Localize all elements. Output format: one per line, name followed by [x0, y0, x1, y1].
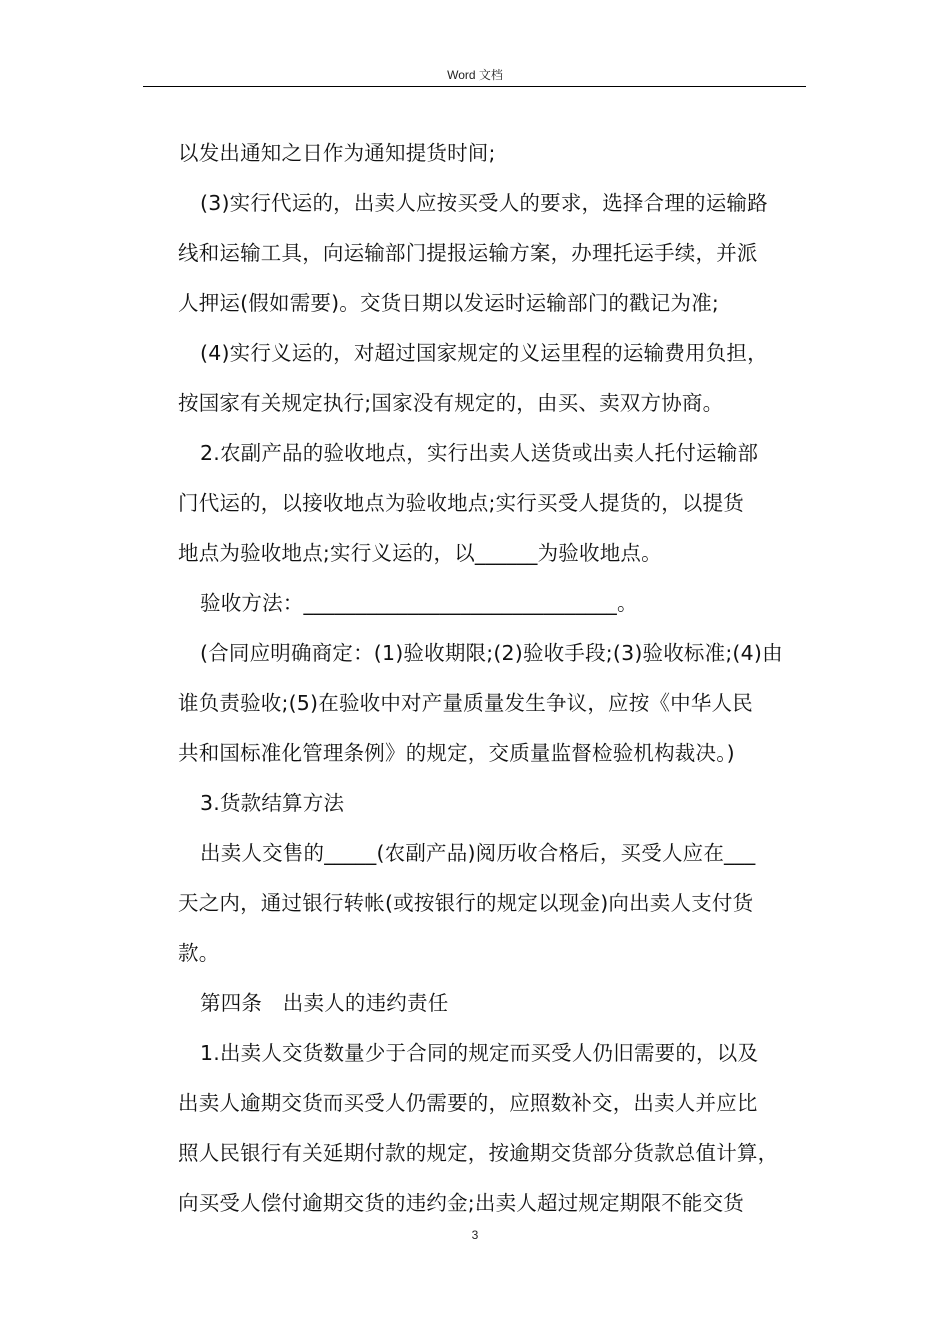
page-header: Word 文档 — [447, 68, 503, 82]
text-line: 按国家有关规定执行;国家没有规定的，由买、卖双方协商。 — [178, 391, 724, 415]
text-line: 地点为验收地点;实行义运的，以______为验收地点。 — [178, 541, 662, 565]
document-body — [178, 128, 818, 1228]
text-line: 验收方法：______________________________。 — [200, 591, 638, 615]
text-line: 出卖人交售的_____(农副产品)阅历收合格后，买受人应在___ — [200, 841, 756, 865]
text-line: 天之内，通过银行转帐(或按银行的规定以现金)向出卖人支付货 — [178, 891, 754, 915]
text-line: 谁负责验收;(5)在验收中对产量质量发生争议，应按《中华人民 — [178, 691, 753, 715]
text-line: 出卖人逾期交货而买受人仍需要的，应照数补交，出卖人并应比 — [178, 1091, 758, 1115]
text-line: 人押运(假如需要)。交货日期以发运时运输部门的戳记为准; — [178, 291, 720, 315]
text-line: 3.货款结算方法 — [200, 791, 345, 815]
text-line: 共和国标准化管理条例》的规定，交质量监督检验机构裁决。) — [178, 741, 735, 765]
text-line: 2.农副产品的验收地点，实行出卖人送货或出卖人托付运输部 — [200, 441, 759, 465]
section-heading: 第四条 出卖人的违约责任 — [200, 991, 449, 1015]
text-line: 款。 — [178, 941, 220, 965]
text-line: 线和运输工具，向运输部门提报运输方案，办理托运手续，并派 — [178, 241, 758, 265]
text-line: 1.出卖人交货数量少于合同的规定而买受人仍旧需要的，以及 — [200, 1041, 759, 1065]
text-line: (3)实行代运的，出卖人应按买受人的要求，选择合理的运输路 — [200, 191, 768, 215]
header-divider — [143, 86, 806, 87]
text-line: 照人民银行有关延期付款的规定，按逾期交货部分货款总值计算， — [178, 1141, 779, 1165]
text-line: 向买受人偿付逾期交货的违约金;出卖人超过规定期限不能交货 — [178, 1191, 745, 1215]
text-line: (合同应明确商定：(1)验收期限;(2)验收手段;(3)验收标准;(4)由 — [200, 641, 783, 665]
text-line: (4)实行义运的，对超过国家规定的义运里程的运输费用负担， — [200, 341, 768, 365]
text-line: 门代运的，以接收地点为验收地点;实行买受人提货的，以提货 — [178, 491, 745, 515]
text-line: 以发出通知之日作为通知提货时间; — [178, 141, 496, 165]
page-number: 3 — [471, 1228, 479, 1242]
